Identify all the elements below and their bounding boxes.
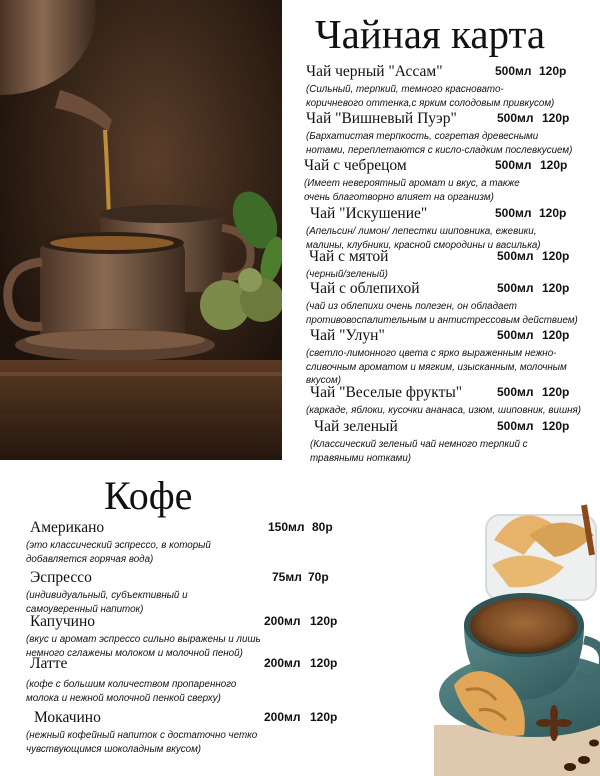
- item-name: Чай зеленый: [314, 418, 398, 435]
- item-price: 70р: [308, 570, 329, 584]
- item-volume: 150мл: [268, 520, 305, 534]
- item-description: (Сильный, терпкий, темного красновато- коричневого оттенка,с ярким солодовым привкусом): [306, 84, 555, 109]
- item-volume: 500мл: [495, 206, 532, 220]
- item-price: 120р: [310, 656, 338, 670]
- tea-item-cherry-puer: [306, 110, 600, 157]
- item-description: (черный/зеленый): [306, 269, 388, 280]
- item-volume: 500мл: [497, 385, 534, 399]
- tea-menu-title: Чайная карта: [315, 11, 546, 57]
- item-description: (Имеет невероятный аромат и вкус, а также очень благотворно влияет на организм): [304, 178, 520, 203]
- item-name: Чай с облепихой: [310, 280, 420, 297]
- item-volume: 200мл: [264, 656, 301, 670]
- item-description: (это классический эспрессо, в который добавляется горячая вода): [26, 540, 211, 565]
- coffee-item-latte: [26, 655, 356, 705]
- item-price: 120р: [542, 419, 570, 433]
- tea-item-mint: [306, 248, 600, 282]
- item-description: (каркаде, яблоки, кусочки ананаса, изюм, шиповник, вишня): [306, 405, 581, 416]
- item-volume: 200мл: [264, 614, 301, 628]
- coffee-cup-photo: [434, 495, 600, 776]
- tea-item-sea-buckthorn: [306, 280, 600, 327]
- item-price: 120р: [542, 281, 570, 295]
- item-volume: 500мл: [497, 111, 534, 125]
- tea-item-green: [306, 418, 600, 465]
- item-price: 120р: [542, 385, 570, 399]
- item-volume: 500мл: [497, 281, 534, 295]
- item-name: Чай черный "Ассам": [306, 63, 443, 80]
- item-volume: 75мл: [272, 570, 302, 584]
- item-name: Американо: [30, 519, 105, 536]
- item-description: (вкус и аромат эспрессо сильно выражены и лишь немного сглажены молоком и молочной пеной): [26, 634, 261, 659]
- tea-item-oolong: [306, 327, 600, 388]
- item-description: (индивидуальный, субъективный и самоуверенный напиток): [26, 590, 188, 615]
- item-volume: 500мл: [495, 158, 532, 172]
- coffee-item-cappuccino: [26, 613, 356, 660]
- item-name: Чай "Веселые фрукты": [310, 384, 463, 401]
- item-volume: 500мл: [497, 328, 534, 342]
- item-name: Латте: [30, 655, 68, 672]
- tea-item-assam: [306, 63, 600, 110]
- tea-item-temptation: [306, 205, 600, 252]
- item-price: 80р: [312, 520, 333, 534]
- teapot-photo: [0, 0, 282, 460]
- item-description: (светло-лимонного цвета с ярко выраженным нежно- сливочным ароматом и мягким, изысканным, молочным вкусом): [306, 348, 567, 386]
- item-description: (кофе с большим количеством пропаренного молока и нежной молочной пенкой сверху): [26, 679, 237, 704]
- item-price: 120р: [542, 328, 570, 342]
- item-name: Чай с чебрецом: [304, 157, 407, 174]
- coffee-item-mochaccino: [26, 709, 356, 756]
- coffee-item-espresso: [26, 569, 346, 616]
- item-name: Чай "Улун": [310, 327, 385, 344]
- item-description: (чай из облепихи очень полезен, он обладает противовоспалительным и антистрессовым действием): [306, 301, 578, 326]
- coffee-item-americano: [26, 519, 346, 566]
- item-price: 120р: [542, 111, 570, 125]
- item-price: 120р: [540, 158, 568, 172]
- item-price: 120р: [542, 249, 570, 263]
- item-description: (Классический зеленый чай немного терпкий с травяными нотками): [310, 439, 528, 464]
- tea-item-fruit: [306, 384, 600, 418]
- item-name: Мокачино: [34, 709, 101, 726]
- item-description: (Апельсин/ лимон/ лепестки шиповника, ежевики, малины, клубники, красной смородины и василька): [306, 226, 541, 251]
- tea-item-thyme: [304, 157, 600, 204]
- item-name: Капучино: [30, 613, 95, 630]
- item-volume: 500мл: [495, 64, 532, 78]
- item-name: Чай с мятой: [309, 248, 389, 265]
- coffee-menu-title: Кофе: [104, 473, 193, 518]
- item-name: Эспрессо: [30, 569, 92, 586]
- item-volume: 500мл: [497, 419, 534, 433]
- item-description: (Бархатистая терпкость, согретая древесными нотами, переплетаются с кисло-сладким послевкусием): [306, 131, 573, 156]
- item-price: 120р: [310, 710, 338, 724]
- item-name: Чай "Искушение": [310, 205, 428, 222]
- item-description: (нежный кофейный напиток с достаточно четко чувствующимся шоколадным вкусом): [26, 730, 258, 755]
- item-volume: 200мл: [264, 710, 301, 724]
- item-price: 120р: [539, 206, 567, 220]
- item-price: 120р: [310, 614, 338, 628]
- item-price: 120р: [539, 64, 567, 78]
- item-name: Чай "Вишневый Пуэр": [306, 110, 457, 127]
- item-volume: 500мл: [497, 249, 534, 263]
